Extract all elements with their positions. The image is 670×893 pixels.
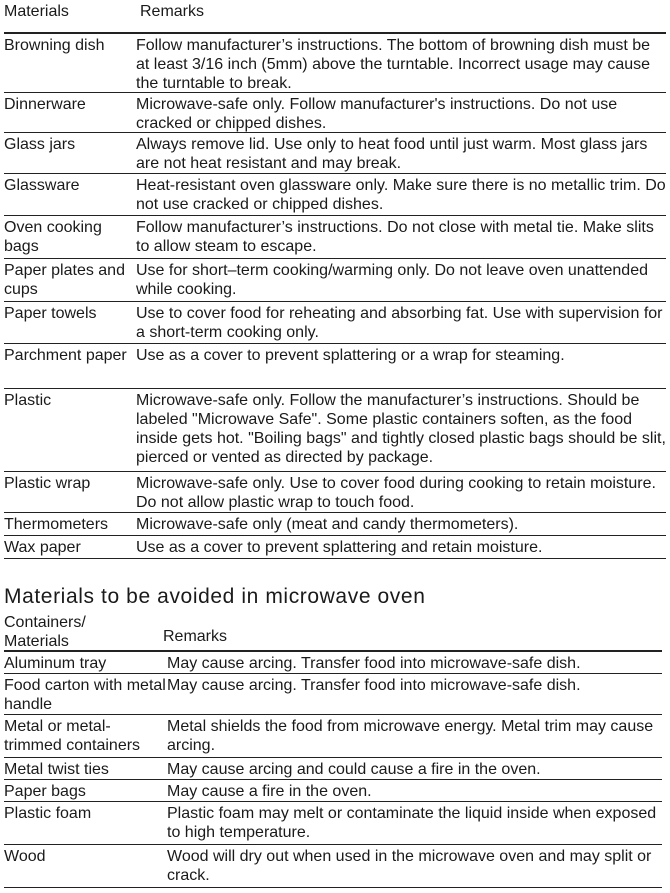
remark-cell: Wood will dry out when used in the microwave oven and may split or crack. — [167, 848, 652, 884]
material-cell: Wood — [4, 848, 46, 865]
remark-cell: Microwave-safe only. Follow manufacturer's instructions. Do not use cracked or chipped dishes. — [136, 96, 618, 132]
section-title: Materials to be avoided in microwave oven — [4, 585, 426, 608]
header-remarks: Remarks — [140, 3, 205, 20]
table-row — [4, 93, 666, 133]
remark-cell: Follow manufacturer’s instructions. Do not close with metal tie. Make slits to allow steam to escape. — [136, 219, 654, 255]
remark-cell: Microwave-safe only. Follow the manufacturer’s instructions. Should be labeled "Microwave Safe". Some plastic containers soften, as the food inside gets hot. "Boiling bags" and tightly closed plastic bags should be slit, pierced or vented as directed by package. — [136, 392, 666, 466]
remark-cell: Heat-resistant oven glassware only. Make sure there is no metallic trim. Do not use cracked or chipped dishes. — [136, 177, 666, 213]
remark-cell: Metal shields the food from microwave energy. Metal trim may cause arcing. — [167, 718, 654, 754]
material-cell: Metal or metal-trimmed containers — [4, 718, 141, 754]
remark-cell: Use as a cover to prevent splattering or a wrap for steaming. — [136, 347, 565, 364]
material-cell: Glassware — [4, 177, 80, 194]
material-cell: Browning dish — [4, 37, 105, 54]
material-cell: Parchment paper — [4, 347, 127, 364]
remark-cell: Use for short–term cooking/warming only. Do not leave oven unattended while cooking. — [136, 262, 648, 298]
header-remarks: Remarks — [163, 628, 228, 645]
material-cell: Glass jars — [4, 136, 76, 153]
header-containers-materials: Containers/ Materials — [4, 614, 86, 650]
material-cell: Food carton with metal handle — [4, 677, 166, 713]
table-row — [4, 389, 666, 472]
remark-cell: Follow manufacturer’s instructions. The bottom of browning dish must be at least 3/16 inch (5mm) above the turntable. Incorrect usage may cause the turntable to break. — [136, 37, 651, 92]
remark-cell: May cause arcing. Transfer food into microwave-safe dish. — [167, 655, 581, 672]
header-materials: Materials — [4, 3, 69, 20]
table-row — [4, 715, 662, 758]
remark-cell: Always remove lid. Use only to heat food until just warm. Most glass jars are not heat resistant and may break. — [136, 136, 648, 172]
table-row — [4, 302, 666, 344]
remark-cell: May cause arcing. Transfer food into microwave-safe dish. — [167, 677, 581, 694]
remark-cell: May cause arcing and could cause a fire in the oven. — [167, 761, 541, 778]
remark-cell: Use as a cover to prevent splattering and retain moisture. — [136, 539, 543, 556]
table-row — [4, 513, 666, 536]
table-row — [4, 780, 662, 802]
table-row — [4, 674, 662, 715]
table-row — [4, 758, 662, 780]
material-cell: Aluminum tray — [4, 655, 107, 672]
remark-cell: Microwave-safe only (meat and candy thermometers). — [136, 516, 519, 533]
remark-cell: Use to cover food for reheating and absorbing fat. Use with supervision for a short-term cooking only. — [136, 305, 663, 341]
safe-materials-table — [4, 0, 666, 559]
material-cell: Wax paper — [4, 539, 81, 556]
table-row — [4, 344, 666, 389]
table-header — [4, 612, 662, 652]
table-row — [4, 845, 662, 888]
table-row — [4, 536, 666, 559]
material-cell: Paper towels — [4, 305, 97, 322]
material-cell: Plastic — [4, 392, 52, 409]
material-cell: Paper plates and cups — [4, 262, 125, 298]
table-row — [4, 34, 666, 93]
table-row — [4, 259, 666, 302]
remark-cell: Microwave-safe only. Use to cover food during cooking to retain moisture. Do not allow plastic wrap to touch food. — [136, 475, 656, 511]
material-cell: Paper bags — [4, 783, 86, 800]
table-row — [4, 472, 666, 513]
table-row — [4, 802, 662, 845]
table-row — [4, 174, 666, 216]
material-cell: Plastic foam — [4, 805, 92, 822]
remark-cell: Plastic foam may melt or contaminate the liquid inside when exposed to high temperature. — [167, 805, 657, 841]
material-cell: Metal twist ties — [4, 761, 109, 778]
material-cell: Thermometers — [4, 516, 109, 533]
material-cell: Plastic wrap — [4, 475, 91, 492]
table-row — [4, 652, 662, 674]
material-cell: Oven cooking bags — [4, 219, 102, 255]
table-header — [4, 0, 666, 34]
table-row — [4, 216, 666, 259]
remark-cell: May cause a fire in the oven. — [167, 783, 372, 800]
material-cell: Dinnerware — [4, 96, 86, 113]
table-row — [4, 133, 666, 174]
avoid-materials-table — [4, 612, 662, 888]
